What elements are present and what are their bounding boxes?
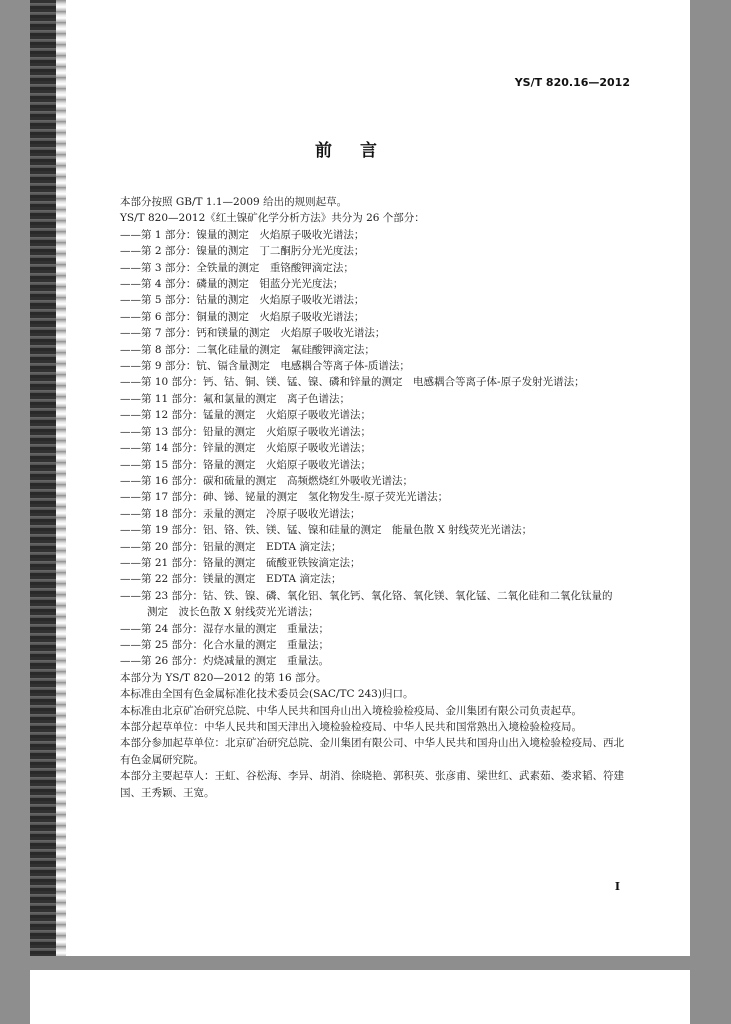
page-title: 前言 [315,141,405,161]
part-item: ——第 6 部分：铜量的测定 火焰原子吸收光谱法； [120,310,365,323]
page-number: I [614,880,620,893]
part-item: ——第 22 部分：镁量的测定 EDTA 滴定法； [120,573,342,586]
part-item: ——第 7 部分：钙和镁量的测定 火焰原子吸收光谱法； [120,327,386,340]
part-item: ——第 10 部分：钙、钴、铜、镁、锰、镍、磷和锌量的测定 电感耦合等离子体-原子发射光谱法； [120,376,585,389]
part-item: ——第 15 部分：铬量的测定 火焰原子吸收光谱法； [120,458,372,471]
next-page-top [30,970,690,1024]
paragraph: 本部分参加起草单位：北京矿冶研究总院、金川集团有限公司、中华人民共和国舟山出入境检验检疫局、西北有色金属研究院。 [120,737,624,766]
part-item: ——第 23 部分：钴、铁、镍、磷、氧化铝、氧化钙、氧化铬、氧化镁、氧化锰、二氧化硅和二氧化钛量的 [120,589,613,602]
part-item: ——第 2 部分：镍量的测定 丁二酮肟分光光度法； [120,245,365,258]
paragraph: 本部分起草单位：中华人民共和国天津出入境检验检疫局、中华人民共和国常熟出入境检验检疫局。 [120,721,582,733]
intro-line: YS/T 820—2012《红土镍矿化学分析方法》共分为 26 个部分： [120,212,425,225]
part-item: ——第 24 部分：湿存水量的测定 重量法； [120,622,330,635]
part-item: ——第 13 部分：铅量的测定 火焰原子吸收光谱法； [120,425,372,438]
part-item: ——第 19 部分：铝、铬、铁、镁、锰、镍和硅量的测定 能量色散 X 射线荧光光谱法； [120,524,533,537]
scan-edge-noise [56,0,66,956]
part-item: ——第 3 部分：全铁量的测定 重铬酸钾滴定法； [120,261,354,274]
part-item: ——第 11 部分：氟和氯量的测定 离子色谱法； [120,392,351,405]
part-item: ——第 14 部分：锌量的测定 火焰原子吸收光谱法； [120,442,372,455]
part-item: ——第 16 部分：碳和硫量的测定 高频燃烧红外吸收光谱法； [120,474,414,487]
paragraph: 本标准由北京矿冶研究总院、中华人民共和国舟山出入境检验检疫局、金川集团有限公司负责起草。 [120,704,582,717]
part-item: ——第 21 部分：铬量的测定 硫酸亚铁铵滴定法； [120,556,361,569]
part-item: ——第 1 部分：镍量的测定 火焰原子吸收光谱法； [120,228,365,241]
document-body [100,194,625,801]
part-item: ——第 9 部分：钪、镉含量测定 电感耦合等离子体-质谱法； [120,360,410,373]
paragraph: 本部分为 YS/T 820—2012 的第 16 部分。 [120,671,327,684]
scan-edge-shadow [30,0,56,956]
part-item: ——第 20 部分：铝量的测定 EDTA 滴定法； [120,540,342,553]
part-item: ——第 12 部分：锰量的测定 火焰原子吸收光谱法； [120,409,372,422]
part-item: ——第 25 部分：化合水量的测定 重量法； [120,638,330,651]
part-item: ——第 26 部分：灼烧减量的测定 重量法。 [120,655,330,668]
part-item: ——第 4 部分：磷量的测定 钼蓝分光光度法； [120,278,344,291]
part-item: ——第 5 部分：钴量的测定 火焰原子吸收光谱法； [120,294,365,307]
part-item: ——第 18 部分：汞量的测定 冷原子吸收光谱法； [120,507,361,520]
part-item-continuation: 测定 波长色散 X 射线荧光光谱法； [147,606,319,619]
paragraph: 本部分主要起草人：王虹、谷松海、李异、胡消、徐晓艳、郭积英、张彦甫、梁世红、武素茹、娄求韬、符建国、王秀颖、王宽。 [120,770,624,799]
standard-number: YS/T 820.16—2012 [514,76,630,89]
part-item: ——第 8 部分：二氧化硅量的测定 氟硅酸钾滴定法； [120,343,375,356]
intro-line: 本部分按照 GB/T 1.1—2009 给出的规则起草。 [120,196,348,208]
part-item: ——第 17 部分：砷、锑、铋量的测定 氢化物发生-原子荧光光谱法； [120,491,449,504]
paragraph: 本标准由全国有色金属标准化技术委员会(SAC/TC 243)归口。 [120,688,414,701]
